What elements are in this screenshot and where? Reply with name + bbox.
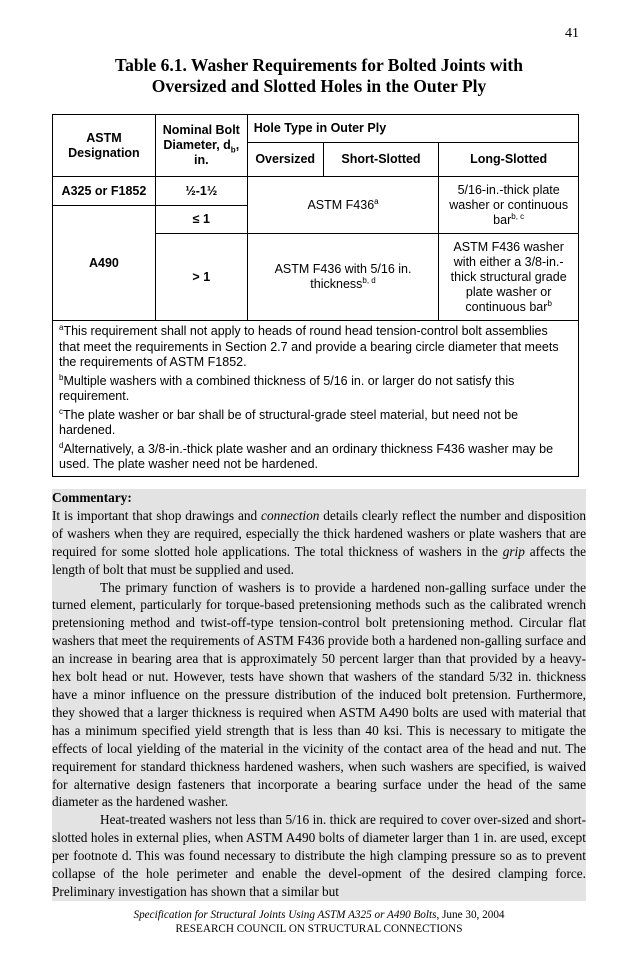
cell-f436-oversized-short: ASTM F436$^a$ — [247, 177, 439, 234]
footer-line1: Specification for Structural Joints Using ASTM A325 or A490 Bolts, June 30, 2004 — [133, 909, 505, 921]
footnote-a: $^a$This requirement shall not apply to heads of round head tension-control bolt assemblies that meet the requirements in Section 2.7 and provide a bearing circle diameter that meets the requirements of ASTM F1852. — [59, 322, 559, 369]
commentary-paragraph-1: It is important that shop drawings and connection details clearly reflect the number and disposition of washers when they are required, especially the thick hardened washers or plate washers that are required for some slotted hole applications. The total thickness of washers in the grip affects the length of bolt that must be supplied and used. — [52, 507, 586, 577]
footer-line2: RESEARCH COUNCIL ON STRUCTURAL CONNECTIONS — [175, 923, 463, 935]
header-short-slotted: Short-Slotted — [323, 143, 439, 177]
table-footnotes — [53, 321, 579, 477]
commentary-paragraph-2: The primary function of washers is to provide a hardened non-galling surface under the turned element, particularly for torque-based pretensioning methods such as the calibrated wrench pretensioning method and twist-off-type tension-control bolt pretensioning method. Circular flat washers that meet the requirements of ASTM F436 provide both a hardened non-galling surface and an increase in bearing area that is approximately 50 percent larger than that provided by a heavy-hex bolt head or nut. However, tests have shown that washers of the standard 5/32 in. thickness have a minor influence on the pressure distribution of the induced bolt pretension. Furthermore, they showed that a larger thickness is required when ASTM A490 bolts are used with material that has a minimum specified yield strength that is less than 40 ksi. This is necessary to mitigate the effects of local yielding of the material in the vicinity of the contact area of the head and nut. The requirement for standard thickness hardened washers, when such washers are specified, is waived for alternative design fasteners that incorporate a bearing surface under the head of the same diameter as the hardened washer. — [52, 579, 586, 810]
header-hole-type: Hole Type in Outer Ply — [247, 115, 578, 143]
header-nominal-bolt-diameter: Nominal Bolt Diameter, $d_b$, in. — [155, 115, 247, 177]
commentary-paragraph-3: Heat-treated washers not less than 5/16 in. thick are required to cover over-sized and short-slotted holes in external plies, when ASTM A490 bolts of diameter larger than 1 in. are used, except per footnote d. This was found necessary to distribute the high clamping pressure so as to prevent collapse of the hole perimeter and enable the devel-opment of the desired clamping force. Preliminary investigation has shown that a similar but — [52, 812, 586, 899]
footnote-b: $^b$Multiple washers with a combined thickness of 5/16 in. or larger do not satisfy this requirement. — [59, 372, 515, 403]
commentary-section — [52, 489, 586, 901]
table-title-line2: Oversized and Slotted Holes in the Outer Ply — [151, 76, 487, 96]
table-title-line1: Table 6.1. Washer Requirements for Bolted Joints with — [115, 55, 523, 75]
cell-a325-diameter: ½-1½ — [155, 177, 247, 206]
footnote-d: $^d$Alternatively, a 3/8-in.-thick plate washer and an ordinary thickness F436 washer may be used. The plate washer need not be hardened. — [59, 440, 554, 471]
header-astm-designation: ASTM Designation — [53, 115, 156, 177]
cell-long-slotted-small: 5/16-in.-thick plate washer or continuous bar$^{b, c}$ — [439, 177, 579, 234]
cell-a490-diameter-small: ≤ 1 — [155, 206, 247, 234]
washer-requirements-table — [52, 114, 579, 477]
cell-long-slotted-large: ASTM F436 washer with either a 3/8-in.-thick structural grade plate washer or continuous bar$^b$ — [439, 234, 579, 321]
footnote-c: $^c$The plate washer or bar shall be of structural-grade steel material, but need not be hardened. — [59, 406, 519, 437]
cell-a490-designation: A490 — [53, 206, 156, 321]
header-long-slotted: Long-Slotted — [439, 143, 579, 177]
page-footer — [52, 908, 586, 936]
commentary-heading: Commentary: — [52, 490, 132, 505]
cell-a490-diameter-large: > 1 — [155, 234, 247, 321]
cell-a325-designation: A325 or F1852 — [53, 177, 156, 206]
cell-f436-thick-oversized-short: ASTM F436 with 5/16 in. thickness$^{b, d}$ — [247, 234, 439, 321]
header-oversized: Oversized — [247, 143, 323, 177]
page-number: 41 — [565, 26, 579, 41]
table-title — [52, 55, 586, 97]
